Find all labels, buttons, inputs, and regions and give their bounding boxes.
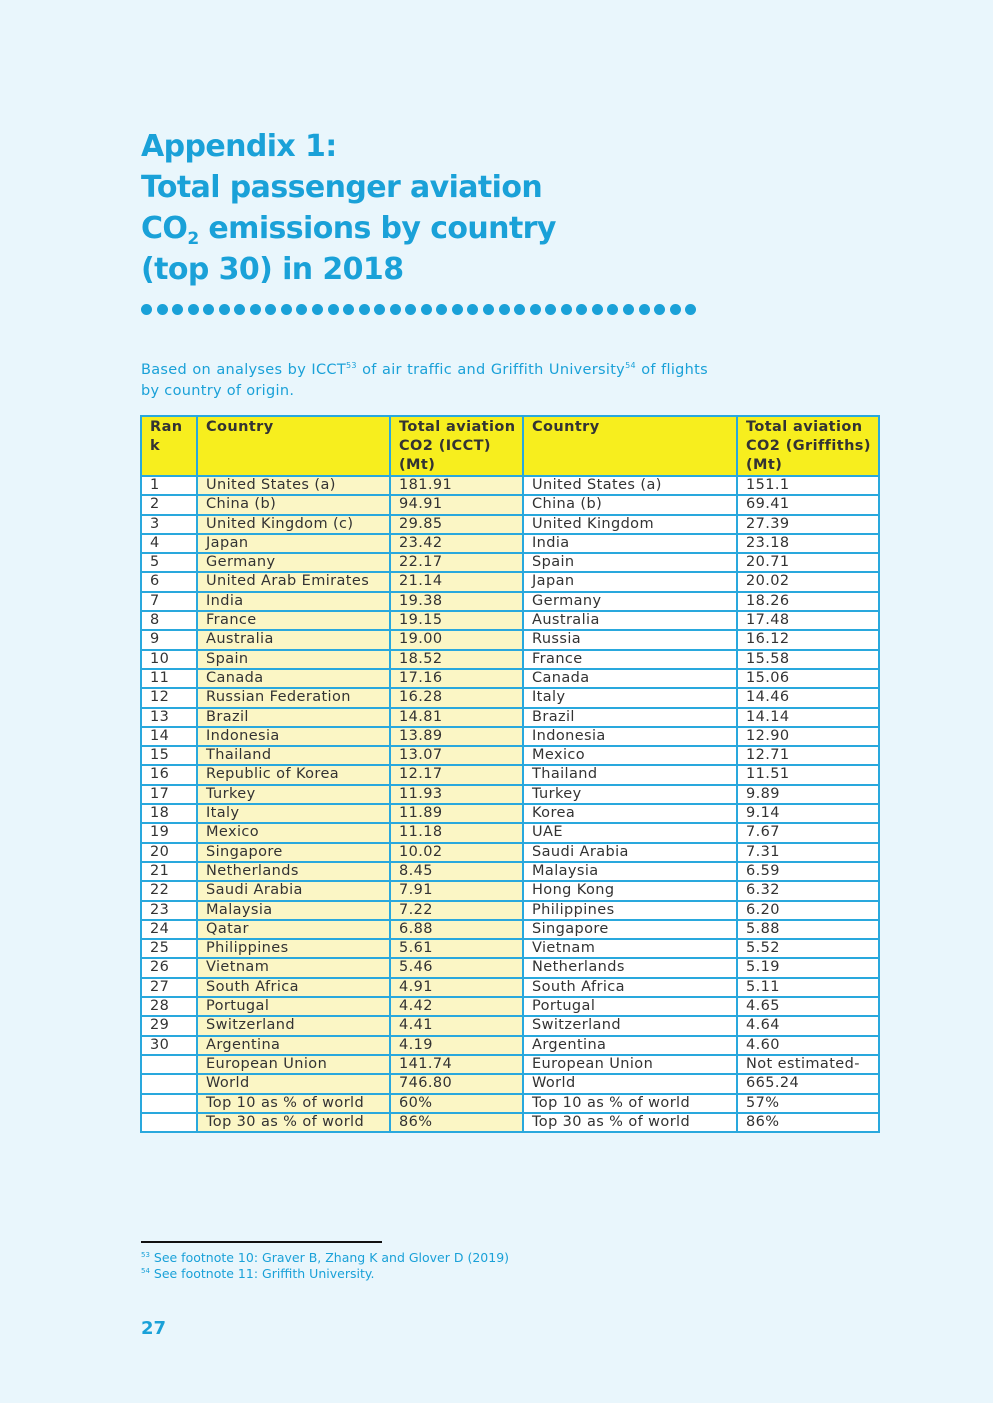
divider-dot — [561, 304, 572, 315]
total-icct-cell: 21.14 — [390, 572, 523, 591]
total-icct-cell: 4.42 — [390, 997, 523, 1016]
rank-cell: 21 — [141, 862, 197, 881]
total-griffiths-cell: 20.71 — [737, 553, 879, 572]
table-row — [141, 572, 879, 591]
country-griffiths-cell: Malaysia — [523, 862, 737, 881]
total-griffiths-cell: 6.59 — [737, 862, 879, 881]
total-icct-cell: 11.93 — [390, 785, 523, 804]
divider-dot — [483, 304, 494, 315]
country-griffiths-cell: Mexico — [523, 746, 737, 765]
table-row — [141, 785, 879, 804]
rank-cell: 30 — [141, 1036, 197, 1055]
total-griffiths-cell: 16.12 — [737, 630, 879, 649]
country-griffiths-cell: Philippines — [523, 901, 737, 920]
total-griffiths-cell: 17.48 — [737, 611, 879, 630]
country-griffiths-cell: Korea — [523, 804, 737, 823]
country-griffiths-cell: India — [523, 534, 737, 553]
country-griffiths-cell: Switzerland — [523, 1016, 737, 1035]
table-row — [141, 1036, 879, 1055]
rank-cell: 1 — [141, 476, 197, 495]
table-row — [141, 650, 879, 669]
country-griffiths-cell: Russia — [523, 630, 737, 649]
country-icct-cell: United States (a) — [197, 476, 390, 495]
country-griffiths-cell: Saudi Arabia — [523, 843, 737, 862]
country-icct-cell: Republic of Korea — [197, 765, 390, 784]
total-icct-cell: 141.74 — [390, 1055, 523, 1074]
total-icct-cell: 6.88 — [390, 920, 523, 939]
table-row — [141, 669, 879, 688]
country-griffiths-cell: Japan — [523, 572, 737, 591]
country-icct-cell: Saudi Arabia — [197, 881, 390, 900]
footnotes — [141, 1250, 509, 1282]
total-griffiths-cell: 4.60 — [737, 1036, 879, 1055]
rank-cell: 28 — [141, 997, 197, 1016]
table-row — [141, 843, 879, 862]
rank-cell — [141, 1074, 197, 1093]
table-row — [141, 553, 879, 572]
divider-dot — [359, 304, 370, 315]
total-icct-cell: 22.17 — [390, 553, 523, 572]
divider-dot — [172, 304, 183, 315]
page-title — [141, 126, 741, 290]
table-row — [141, 1055, 879, 1074]
total-icct-cell: 60% — [390, 1094, 523, 1113]
divider-dot — [328, 304, 339, 315]
total-icct-cell: 12.17 — [390, 765, 523, 784]
country-griffiths-cell: Top 30 as % of world — [523, 1113, 737, 1132]
total-icct-cell: 181.91 — [390, 476, 523, 495]
rank-cell: 18 — [141, 804, 197, 823]
rank-cell: 24 — [141, 920, 197, 939]
country-icct-cell: South Africa — [197, 978, 390, 997]
divider-dot — [452, 304, 463, 315]
rank-cell: 13 — [141, 708, 197, 727]
total-griffiths-cell: 7.67 — [737, 823, 879, 842]
total-icct-cell: 86% — [390, 1113, 523, 1132]
divider-dot — [234, 304, 245, 315]
country-griffiths-cell: South Africa — [523, 978, 737, 997]
country-icct-cell: Top 10 as % of world — [197, 1094, 390, 1113]
table-row — [141, 611, 879, 630]
total-icct-cell: 17.16 — [390, 669, 523, 688]
table-row — [141, 958, 879, 977]
divider-dot — [405, 304, 416, 315]
rank-cell: 29 — [141, 1016, 197, 1035]
country-griffiths-cell: Italy — [523, 688, 737, 707]
table-row — [141, 939, 879, 958]
country-griffiths-cell: Indonesia — [523, 727, 737, 746]
rank-cell: 5 — [141, 553, 197, 572]
total-griffiths-cell: 14.14 — [737, 708, 879, 727]
total-icct-cell: 11.89 — [390, 804, 523, 823]
country-icct-cell: Japan — [197, 534, 390, 553]
rank-cell: 22 — [141, 881, 197, 900]
divider-dot — [499, 304, 510, 315]
country-icct-cell: Vietnam — [197, 958, 390, 977]
total-griffiths-cell: 9.14 — [737, 804, 879, 823]
divider-dot — [545, 304, 556, 315]
table-header-row — [141, 416, 879, 476]
total-icct-cell: 19.38 — [390, 592, 523, 611]
total-icct-cell: 11.18 — [390, 823, 523, 842]
country-griffiths-cell: Australia — [523, 611, 737, 630]
table-row — [141, 920, 879, 939]
divider-dot — [670, 304, 681, 315]
total-griffiths-cell: 11.51 — [737, 765, 879, 784]
table-row — [141, 1094, 879, 1113]
header-country-icct: Country — [197, 416, 390, 476]
divider-dot — [157, 304, 168, 315]
header-rank: Ran k — [141, 416, 197, 476]
rank-cell: 15 — [141, 746, 197, 765]
rank-cell: 10 — [141, 650, 197, 669]
country-icct-cell: Philippines — [197, 939, 390, 958]
divider-dot — [188, 304, 199, 315]
table-row — [141, 881, 879, 900]
total-griffiths-cell: 18.26 — [737, 592, 879, 611]
table-row — [141, 592, 879, 611]
country-icct-cell: Germany — [197, 553, 390, 572]
title-line-3: $CO_2$ emissions by country — [141, 211, 556, 249]
rank-cell: 2 — [141, 495, 197, 514]
rank-cell: 8 — [141, 611, 197, 630]
total-icct-cell: 19.15 — [390, 611, 523, 630]
rank-cell: 14 — [141, 727, 197, 746]
divider-dot — [530, 304, 541, 315]
divider-dot — [623, 304, 634, 315]
country-griffiths-cell: Spain — [523, 553, 737, 572]
country-icct-cell: Russian Federation — [197, 688, 390, 707]
divider-dot — [296, 304, 307, 315]
table-row — [141, 495, 879, 514]
divider-dot — [265, 304, 276, 315]
table-row — [141, 630, 879, 649]
total-griffiths-cell: Not estimated- — [737, 1055, 879, 1074]
country-icct-cell: Qatar — [197, 920, 390, 939]
country-griffiths-cell: Portugal — [523, 997, 737, 1016]
rank-cell: 26 — [141, 958, 197, 977]
dotted-divider — [141, 304, 696, 315]
total-griffiths-cell: 9.89 — [737, 785, 879, 804]
total-griffiths-cell: 5.11 — [737, 978, 879, 997]
country-icct-cell: Australia — [197, 630, 390, 649]
country-icct-cell: Brazil — [197, 708, 390, 727]
country-icct-cell: China (b) — [197, 495, 390, 514]
total-griffiths-cell: 57% — [737, 1094, 879, 1113]
total-griffiths-cell: 665.24 — [737, 1074, 879, 1093]
divider-dot — [654, 304, 665, 315]
country-icct-cell: India — [197, 592, 390, 611]
country-griffiths-cell: Germany — [523, 592, 737, 611]
table-row — [141, 1016, 879, 1035]
total-icct-cell: 5.46 — [390, 958, 523, 977]
total-icct-cell: 13.07 — [390, 746, 523, 765]
total-icct-cell: 8.45 — [390, 862, 523, 881]
total-icct-cell: 7.91 — [390, 881, 523, 900]
rank-cell — [141, 1113, 197, 1132]
rank-cell: 23 — [141, 901, 197, 920]
divider-dot — [436, 304, 447, 315]
rank-cell: 25 — [141, 939, 197, 958]
title-line-4: (top 30) in 2018 — [141, 252, 404, 287]
table-row — [141, 688, 879, 707]
total-icct-cell: 23.42 — [390, 534, 523, 553]
rank-cell: 4 — [141, 534, 197, 553]
country-icct-cell: Top 30 as % of world — [197, 1113, 390, 1132]
divider-dot — [467, 304, 478, 315]
total-icct-cell: 10.02 — [390, 843, 523, 862]
country-griffiths-cell: Hong Kong — [523, 881, 737, 900]
table-row — [141, 727, 879, 746]
country-griffiths-cell: Canada — [523, 669, 737, 688]
total-icct-cell: 4.19 — [390, 1036, 523, 1055]
country-icct-cell: Spain — [197, 650, 390, 669]
divider-dot — [281, 304, 292, 315]
total-icct-cell: 14.81 — [390, 708, 523, 727]
country-griffiths-cell: Argentina — [523, 1036, 737, 1055]
footnote-ref-53: 53 — [346, 361, 357, 370]
country-griffiths-cell: Turkey — [523, 785, 737, 804]
rank-cell: 3 — [141, 515, 197, 534]
divider-dot — [374, 304, 385, 315]
divider-dot — [576, 304, 587, 315]
total-griffiths-cell: 4.65 — [737, 997, 879, 1016]
table-row — [141, 476, 879, 495]
rank-cell: 6 — [141, 572, 197, 591]
total-icct-cell: 5.61 — [390, 939, 523, 958]
emissions-table — [140, 415, 880, 1133]
rank-cell: 27 — [141, 978, 197, 997]
total-griffiths-cell: 6.32 — [737, 881, 879, 900]
total-griffiths-cell: 6.20 — [737, 901, 879, 920]
table-row — [141, 1113, 879, 1132]
table-row — [141, 515, 879, 534]
rank-cell: 16 — [141, 765, 197, 784]
total-griffiths-cell: 12.71 — [737, 746, 879, 765]
total-icct-cell: 746.80 — [390, 1074, 523, 1093]
country-griffiths-cell: Vietnam — [523, 939, 737, 958]
table-row — [141, 708, 879, 727]
total-griffiths-cell: 4.64 — [737, 1016, 879, 1035]
divider-dot — [141, 304, 152, 315]
table-row — [141, 804, 879, 823]
country-griffiths-cell: Singapore — [523, 920, 737, 939]
header-total-griffiths: Total aviation CO2 (Griffiths) (Mt) — [737, 416, 879, 476]
country-icct-cell: Malaysia — [197, 901, 390, 920]
table-row — [141, 997, 879, 1016]
country-icct-cell: Switzerland — [197, 1016, 390, 1035]
country-icct-cell: France — [197, 611, 390, 630]
total-griffiths-cell: 23.18 — [737, 534, 879, 553]
country-icct-cell: Mexico — [197, 823, 390, 842]
total-griffiths-cell: 15.06 — [737, 669, 879, 688]
table-row — [141, 823, 879, 842]
country-griffiths-cell: United Kingdom — [523, 515, 737, 534]
divider-dot — [685, 304, 696, 315]
footnote-54: $^{54}$ See footnote 11: Griffith University. — [141, 1266, 375, 1281]
total-griffiths-cell: 14.46 — [737, 688, 879, 707]
total-icct-cell: 29.85 — [390, 515, 523, 534]
country-griffiths-cell: World — [523, 1074, 737, 1093]
header-total-icct: Total aviation CO2 (ICCT) (Mt) — [390, 416, 523, 476]
country-icct-cell: Argentina — [197, 1036, 390, 1055]
total-griffiths-cell: 15.58 — [737, 650, 879, 669]
total-griffiths-cell: 5.88 — [737, 920, 879, 939]
total-griffiths-cell: 5.52 — [737, 939, 879, 958]
table-row — [141, 978, 879, 997]
country-griffiths-cell: Top 10 as % of world — [523, 1094, 737, 1113]
divider-dot — [219, 304, 230, 315]
country-griffiths-cell: Brazil — [523, 708, 737, 727]
divider-dot — [250, 304, 261, 315]
total-icct-cell: 19.00 — [390, 630, 523, 649]
total-griffiths-cell: 20.02 — [737, 572, 879, 591]
country-griffiths-cell: United States (a) — [523, 476, 737, 495]
rank-cell: 7 — [141, 592, 197, 611]
country-icct-cell: United Arab Emirates — [197, 572, 390, 591]
divider-dot — [203, 304, 214, 315]
table-row — [141, 534, 879, 553]
total-griffiths-cell: 27.39 — [737, 515, 879, 534]
country-griffiths-cell: France — [523, 650, 737, 669]
divider-dot — [312, 304, 323, 315]
total-icct-cell: 94.91 — [390, 495, 523, 514]
country-icct-cell: Italy — [197, 804, 390, 823]
total-icct-cell: 13.89 — [390, 727, 523, 746]
total-icct-cell: 18.52 — [390, 650, 523, 669]
divider-dot — [607, 304, 618, 315]
table-row — [141, 862, 879, 881]
total-griffiths-cell: 7.31 — [737, 843, 879, 862]
header-country-griffiths: Country — [523, 416, 737, 476]
country-icct-cell: Netherlands — [197, 862, 390, 881]
table-row — [141, 746, 879, 765]
footnote-ref-54: 54 — [625, 361, 636, 370]
total-griffiths-cell: 86% — [737, 1113, 879, 1132]
rank-cell: 11 — [141, 669, 197, 688]
country-griffiths-cell: Netherlands — [523, 958, 737, 977]
divider-dot — [514, 304, 525, 315]
country-icct-cell: Singapore — [197, 843, 390, 862]
table-row — [141, 1074, 879, 1093]
divider-dot — [639, 304, 650, 315]
total-griffiths-cell: 69.41 — [737, 495, 879, 514]
table-row — [141, 901, 879, 920]
total-griffiths-cell: 5.19 — [737, 958, 879, 977]
total-icct-cell: 4.41 — [390, 1016, 523, 1035]
rank-cell: 20 — [141, 843, 197, 862]
table-row — [141, 765, 879, 784]
country-icct-cell: Turkey — [197, 785, 390, 804]
total-icct-cell: 16.28 — [390, 688, 523, 707]
divider-dot — [390, 304, 401, 315]
title-line-1: Appendix 1: — [141, 129, 337, 164]
title-line-2: Total passenger aviation — [141, 170, 543, 205]
country-icct-cell: Indonesia — [197, 727, 390, 746]
rank-cell: 12 — [141, 688, 197, 707]
country-griffiths-cell: European Union — [523, 1055, 737, 1074]
divider-dot — [592, 304, 603, 315]
country-icct-cell: Canada — [197, 669, 390, 688]
table-body — [141, 476, 879, 1132]
footnote-separator — [141, 1241, 382, 1243]
rank-cell — [141, 1055, 197, 1074]
total-griffiths-cell: 12.90 — [737, 727, 879, 746]
intro-paragraph: Based on analyses by ICCT$^{53}$ of air traffic and Griffith University$^{54}$ of flights by country of origin. — [141, 361, 709, 399]
total-icct-cell: 4.91 — [390, 978, 523, 997]
total-griffiths-cell: 151.1 — [737, 476, 879, 495]
country-icct-cell: United Kingdom (c) — [197, 515, 390, 534]
rank-cell: 9 — [141, 630, 197, 649]
rank-cell: 17 — [141, 785, 197, 804]
country-icct-cell: European Union — [197, 1055, 390, 1074]
total-icct-cell: 7.22 — [390, 901, 523, 920]
rank-cell — [141, 1094, 197, 1113]
footnote-53: $^{53}$ See footnote 10: Graver B, Zhang K and Glover D (2019) — [141, 1250, 510, 1265]
rank-cell: 19 — [141, 823, 197, 842]
country-icct-cell: Portugal — [197, 997, 390, 1016]
divider-dot — [421, 304, 432, 315]
country-griffiths-cell: China (b) — [523, 495, 737, 514]
country-icct-cell: World — [197, 1074, 390, 1093]
country-griffiths-cell: Thailand — [523, 765, 737, 784]
page-number: 27 — [141, 1318, 167, 1339]
country-griffiths-cell: UAE — [523, 823, 737, 842]
country-icct-cell: Thailand — [197, 746, 390, 765]
divider-dot — [343, 304, 354, 315]
